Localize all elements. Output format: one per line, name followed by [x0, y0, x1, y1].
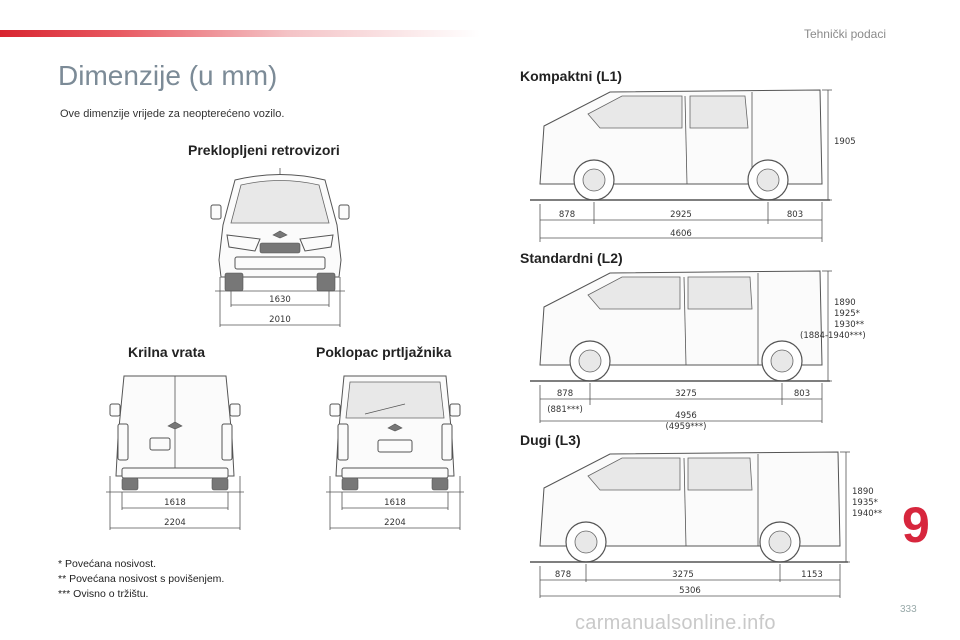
long-rear-overhang: 1153 — [801, 570, 823, 580]
section-label: Tehnički podaci — [803, 27, 886, 41]
standard-height-3: 1930** — [834, 320, 865, 330]
front-view-diagram — [205, 165, 355, 330]
standard-side-diagram — [530, 265, 910, 435]
tailgate-diagram — [320, 368, 470, 533]
wing-doors-dim-outer: 2204 — [164, 518, 186, 528]
tailgate-dim-inner: 1618 — [384, 498, 406, 508]
tailgate-heading: Poklopac prtljažnika — [316, 344, 452, 360]
wing-doors-van-drawing — [110, 376, 240, 490]
standard-rear-overhang: 803 — [793, 389, 811, 399]
intro-text: Ove dimenzije vrijede za neopterećeno vozilo. — [60, 108, 285, 120]
wing-doors-dim-inner: 1618 — [164, 498, 186, 508]
watermark: carmanualsonline.info — [575, 612, 776, 634]
compact-height: 1905 — [834, 137, 856, 147]
standard-height-1: 1890 — [834, 298, 856, 308]
long-side-diagram — [530, 446, 910, 606]
compact-heading: Kompaktni (L1) — [520, 68, 622, 84]
standard-front-overhang: 878 — [556, 389, 574, 399]
tailgate-dim-outer: 2204 — [384, 518, 406, 528]
compact-front-overhang: 878 — [558, 210, 576, 220]
long-wheelbase: 3275 — [672, 570, 694, 580]
long-front-overhang: 878 — [554, 570, 572, 580]
page-title: Dimenzije (u mm) — [58, 60, 278, 91]
compact-side-diagram — [530, 84, 910, 244]
header-accent-bar — [0, 30, 480, 37]
standard-heading: Standardni (L2) — [520, 250, 623, 266]
standard-height-4: (1884-1940***) — [800, 331, 866, 341]
standard-height-2: 1925* — [834, 309, 860, 319]
front-view-heading: Preklopljeni retrovizori — [188, 142, 340, 158]
long-length: 5306 — [679, 586, 701, 596]
wing-doors-heading: Krilna vrata — [128, 344, 206, 360]
compact-length: 4606 — [670, 229, 692, 239]
front-dim-outer: 2010 — [269, 315, 291, 325]
standard-length-alt: (4959***) — [665, 422, 707, 432]
front-dim-inner: 1630 — [269, 295, 291, 305]
long-heading: Dugi (L3) — [520, 432, 581, 448]
tailgate-van-drawing — [330, 376, 460, 490]
compact-van-side-drawing — [530, 90, 830, 200]
compact-rear-overhang: 803 — [786, 210, 804, 220]
long-van-side-drawing — [530, 452, 848, 562]
long-height-2: 1935* — [852, 498, 878, 508]
front-van-drawing — [211, 168, 349, 291]
page-number: 333 — [900, 604, 917, 615]
chapter-number: 9 — [902, 497, 930, 553]
footnote-3: *** Ovisno o tržištu. — [58, 588, 149, 600]
long-height-3: 1940** — [852, 509, 883, 519]
standard-wheelbase: 3275 — [675, 389, 697, 399]
compact-wheelbase: 2925 — [670, 210, 692, 220]
standard-front-overhang-alt: (881***) — [547, 405, 583, 415]
long-height-1: 1890 — [852, 487, 874, 497]
footnote-2: ** Povećana nosivost s povišenjem. — [58, 573, 225, 585]
standard-length: 4956 — [675, 411, 697, 421]
wing-doors-diagram — [100, 368, 250, 533]
standard-van-side-drawing — [530, 271, 830, 381]
footnote-1: * Povećana nosivost. — [58, 558, 157, 570]
